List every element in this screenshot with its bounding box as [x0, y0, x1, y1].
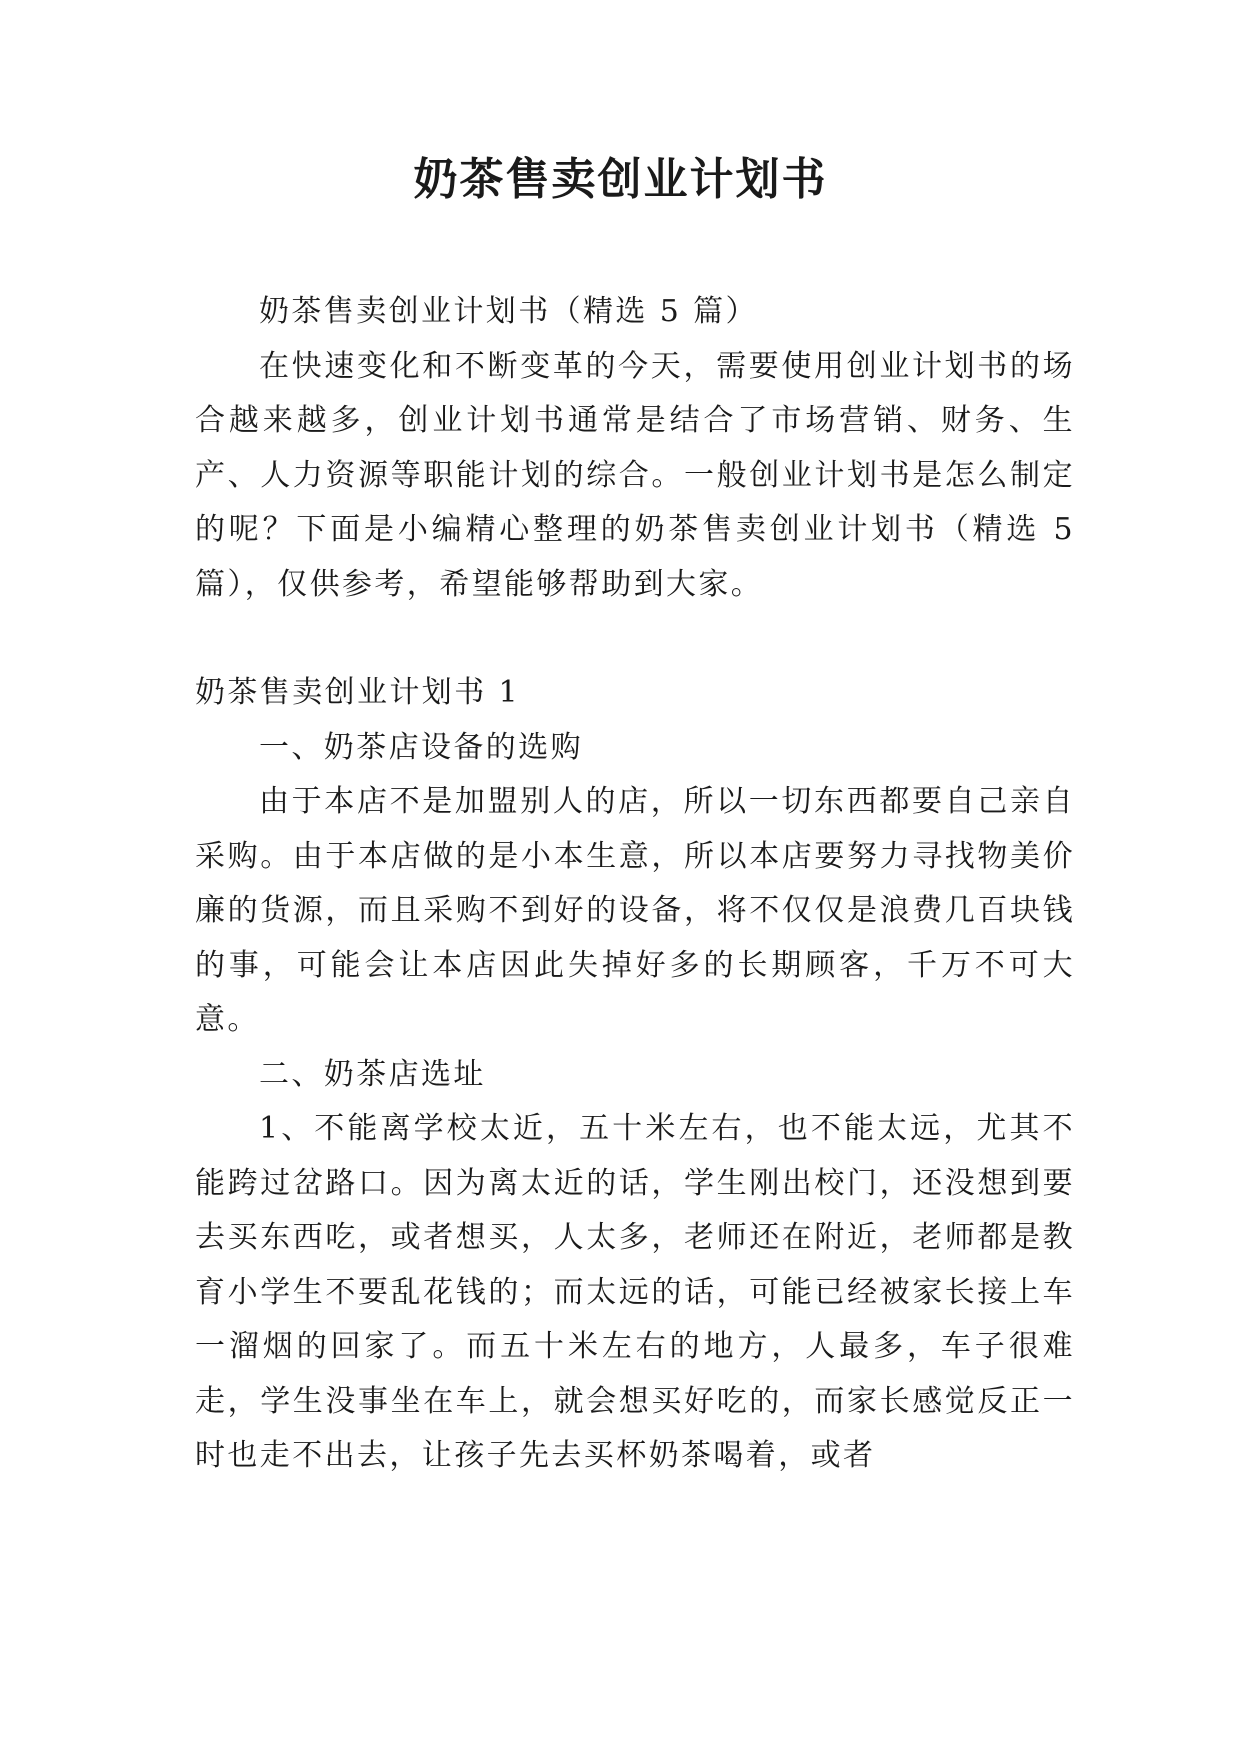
document-subtitle: 奶茶售卖创业计划书（精选 5 篇）: [259, 294, 758, 329]
location-paragraph: 1、不能离学校太近，五十米左右，也不能太远，尤其不能跨过岔路口。因为离太近的话，学生刚出校门，还没想到要去买东西吃，或者想买，人太多，老师还在附近，老师都是教育小学生不要乱花钱的；而太远的话，可能已经被家长接上车一溜烟的回家了。而五十米左右的地方，人最多，车子很难走，学生没事坐在车上，就会想买好吃的，而家长感觉反正一时也走不出去，让孩子先去买杯奶茶喝着，或者: [195, 1111, 1075, 1473]
document-title: 奶茶售卖创业计划书: [413, 154, 828, 205]
document-body: [195, 285, 1075, 1484]
section-heading: 奶茶售卖创业计划书 1: [195, 675, 521, 710]
subsection-heading-equipment: 一、奶茶店设备的选购: [259, 729, 583, 765]
intro-paragraph: 在快速变化和不断变革的今天，需要使用创业计划书的场合越来越多，创业计划书通常是结合了市场营销、财务、生产、人力资源等职能计划的综合。一般创业计划书是怎么制定的呢？下面是小编精心整理的奶茶售卖创业计划书（精选 5 篇），仅供参考，希望能够帮助到大家。: [195, 348, 1075, 602]
equipment-paragraph: 由于本店不是加盟别人的店，所以一切东西都要自己亲自采购。由于本店做的是小本生意，所以本店要努力寻找物美价廉的货源，而且采购不到好的设备，将不仅仅是浪费几百块钱的事，可能会让本店因此失掉好多的长期顾客，千万不可大意。: [195, 784, 1075, 1037]
subsection-heading-location: 二、奶茶店选址: [259, 1056, 486, 1092]
